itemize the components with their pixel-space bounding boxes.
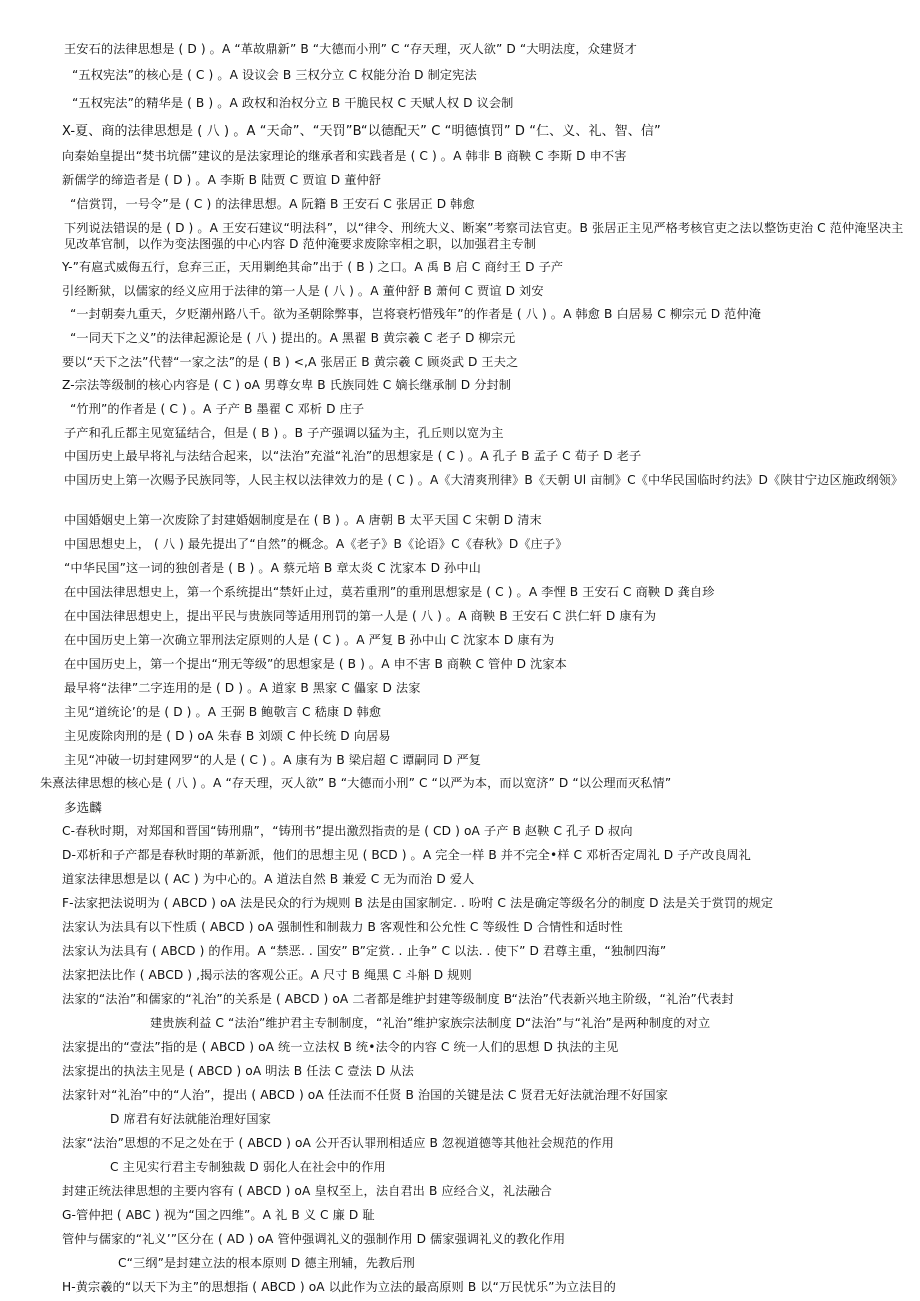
- question-line-21: “中华民国”这一词的独创者是 ( B ) 。A 蔡元培 B 章太炎 C 沈家本 D 孙中山: [64, 561, 481, 575]
- question-line-25: 在中国历史上，第一个提出“刑无等级”的思想家是 ( B ) 。A 申不害 B 商鞅 C 管仲 D 沈家本: [64, 657, 567, 671]
- section-heading-multiple-choice: 多选麟: [64, 800, 102, 815]
- question-line-38-cont: 建贵族利益 C “法治”维护君主专制制度，“礼治”维护家族宗法制度 D“法治”与“礼治”是两种制度的对立: [150, 1016, 711, 1030]
- question-line-36: 法家认为法具有 ( ABCD ) 的作用。A “禁恶. . 国安” B”定赏. . 止争” C 以法. . 使下” D 君尊主重，“独制四海”: [62, 944, 667, 958]
- question-line-18: 中国历史上第一次赐予民族同等，人民主权以法律效力的是 ( C ) 。A《大清爽刑律》B《天朝 Ul 亩制》C《中华民国临时约法》D《陕甘宁边区施政纲领》: [64, 473, 904, 487]
- question-line-27: 主见“道统论’的是 ( D ) 。A 王弼 B 鲍敬言 C 嵇康 D 韩愈: [64, 705, 382, 719]
- question-line-8: 下列说法错误的是 ( D ) 。A 王安石建议“明法科”，以“律令、刑统大义、断案”考察司法官吏。B 张居正主见严格考核官吏之法以整饬吏治 C 范仲淹坚决主见改革官制，以作为变法图强的中心内容 D 范仲淹要求废除宰相之职，以加强君主专制: [64, 221, 904, 251]
- question-line-34: F-法家把法说明为 ( ABCD ) oA 法是民众的行为规则 B 法是由国家制定. . 吩咐 C 法是确定等级名分的制度 D 法是关于赏罚的规定: [62, 896, 774, 910]
- question-line-42-cont: C 主见实行君主专制独裁 D 弱化人在社会中的作用: [110, 1160, 386, 1174]
- question-line-37: 法家把法比作 ( ABCD ) ,揭示法的客观公正。A 尺寸 B 绳黑 C 斗斛 D 规则: [62, 968, 472, 982]
- question-line-5: 向秦始皇提出“焚书坑儒”建议的是法家理论的继承者和实践者是 ( C ) 。A 韩非 B 商鞅 C 李斯 D 申不害: [62, 149, 627, 163]
- question-line-6: 新儒学的缔造者是 ( D ) 。A 李斯 B 陆贾 C 贾谊 D 董仲舒: [62, 173, 382, 187]
- question-line-11: “一封朝奏九重天，夕贬潮州路八千。欲为圣朝除弊事，岂将衰朽惜残年”的作者是 ( 八 ) 。A 韩愈 B 白居易 C 柳宗元 D 范仲淹: [70, 307, 762, 321]
- question-line-23: 在中国法律思想史上，提出平民与贵族同等适用刑罚的第一人是 ( 八 ) 。A 商鞅 B 王安石 C 洪仁轩 D 康有为: [64, 609, 657, 623]
- question-line-29: 主见“冲破一切封建网罗“的人是 ( C ) 。A 康有为 B 梁启超 C 谭嗣同 D 严复: [64, 753, 482, 767]
- question-line-28: 主见废除肉刑的是 ( D ) oA 朱春 B 刘颂 C 仲长统 D 向居易: [64, 729, 391, 743]
- question-line-45: 管仲与儒家的“礼义’”区分在 ( AD ) oA 管仲强调礼义的强制作用 D 儒家强调礼义的教化作用: [62, 1232, 566, 1246]
- question-line-39: 法家提出的“壹法”指的是 ( ABCD ) oA 统一立法权 B 统•法令的内容 C 统一人们的思想 D 执法的主见: [62, 1040, 619, 1054]
- question-line-41-cont: D 席君有好法就能治理好国家: [110, 1112, 271, 1126]
- question-line-26: 最早将“法律”二字连用的是 ( D ) 。A 道家 B 黑家 C 儡家 D 法家: [64, 681, 421, 695]
- question-line-35: 法家认为法具有以下性质 ( ABCD ) oA 强制性和制裁力 B 客观性和公允性 C 等级性 D 合情性和适时性: [62, 920, 623, 934]
- question-line-9: Y-”有扈式威侮五行，怠弃三正，天用剿绝其命”出于 ( B ) 之口。A 禹 B 启 C 商纣王 D 子产: [62, 260, 564, 274]
- question-line-45-cont: C“三纲”是封建立法的根本原则 D 德主刑辅，先教后刑: [118, 1256, 415, 1270]
- question-line-17: 中国历史上最早将礼与法结合起来，以“法治”充溢“礼治”的思想家是 ( C ) 。A 孔子 B 孟子 C 荀子 D 老子: [64, 449, 642, 463]
- question-line-15: “竹刑”的作者是 ( C ) 。A 子产 B 墨翟 C 邓析 D 庄子: [70, 402, 365, 416]
- question-line-10: 引经断狱，以儒家的经义应用于法律的第一人是 ( 八 ) 。A 董仲舒 B 萧何 C 贾谊 D 刘安: [62, 284, 544, 298]
- question-line-38: 法家的“法治”和儒家的“礼治”的关系是 ( ABCD ) oA 二者都是维护封建等级制度 B“法治”代表新兴地主阶级，“礼治”代表封: [62, 992, 734, 1006]
- question-line-12: “一同天下之义”的法律起源论是 ( 八 ) 提出的。A 黑翟 B 黄宗羲 C 老子 D 柳宗元: [70, 331, 516, 345]
- question-line-42: 法家“法治”思想的不足之处在于 ( ABCD ) oA 公开否认罪刑相适应 B 忽视道德等其他社会规范的作用: [62, 1136, 614, 1150]
- question-line-24: 在中国历史上第一次确立罪刑法定原则的人是 ( C ) 。A 严复 B 孙中山 C 沈家本 D 康有为: [64, 633, 555, 647]
- question-line-32: D-邓析和子产都是春秋时期的革新派，他们的思想主见 ( BCD ) 。A 完全一样 B 并不完全•样 C 邓析否定周礼 D 子产改良周礼: [62, 848, 751, 862]
- question-line-4: X-夏、商的法律思想是 ( 八 ) 。A “天命”、“天罚”B“以德配天” C “明德慎罚” D “仁、义、礼、智、信”: [62, 124, 661, 139]
- question-line-33: 道家法律思想是以 ( AC ) 为中心的。A 道法自然 B 兼爱 C 无为而治 D 爱人: [62, 872, 475, 886]
- question-line-46: H-黄宗羲的“以天下为主”的思想指 ( ABCD ) oA 以此作为立法的最高原则 B 以“万民忧乐”为立法目的: [62, 1280, 616, 1294]
- question-line-30: 朱熹法律思想的核心是 ( 八 ) 。A “存天理，灭人欲” B “大德而小刑” C “以严为本，而以宽济” D “以公理而灭私情”: [40, 776, 672, 790]
- question-line-14: Z-宗法等级制的核心内容是 ( C ) oA 男尊女卑 B 氏族同姓 C 嫡长继承制 D 分封制: [62, 378, 512, 392]
- question-line-19: 中国婚姻史上第一次废除了封建婚姻制度是在 ( B ) 。A 唐朝 B 太平天国 C 宋朝 D 清末: [64, 513, 542, 527]
- question-line-41: 法家针对“礼治”中的“人治”，提出 ( ABCD ) oA 任法而不任贤 B 治国的关键是法 C 贤君无好法就治理不好国家: [62, 1088, 668, 1102]
- question-line-44: G-管仲把 ( ABC ) 视为“国之四维”。A 礼 B 义 C 廉 D 耻: [62, 1208, 375, 1222]
- question-line-7: “信赏罚，一号令”是 ( C ) 的法律思想。A 阮籍 B 王安石 C 张居正 D 韩愈: [70, 197, 475, 211]
- question-line-16: 子产和孔丘都主见宽猛结合，但是 ( B ) 。B 子产强调以猛为主，孔丘则以宽为主: [64, 426, 504, 440]
- question-line-43: 封建正统法律思想的主要内容有 ( ABCD ) oA 皇权至上，法自君出 B 应经合义，礼法融合: [62, 1184, 552, 1198]
- question-line-3: “五权宪法”的精华是 ( B ) 。A 政权和治权分立 B 干脆民权 C 天赋人权 D 议会制: [72, 96, 514, 110]
- question-line-1: 王安石的法律思想是 ( D ) 。A “革故鼎新” B “大德而小刑” C “存天理，灭人欲” D “大明法度，众建贤才: [64, 42, 637, 56]
- question-line-31: C-春秋时期，对郑国和晋国“铸刑鼎”，“铸刑书”提出激烈指责的是 ( CD ) oA 子产 B 赵鞅 C 孔子 D 叔向: [62, 824, 633, 838]
- question-line-13: 要以“天下之法”代替“一家之法”的是 ( B ) <,A 张居正 B 黄宗羲 C 顾炎武 D 王夫之: [62, 355, 519, 369]
- question-line-40: 法家提出的执法主见是 ( ABCD ) oA 明法 B 任法 C 壹法 D 从法: [62, 1064, 414, 1078]
- question-line-2: “五权宪法”的核心是 ( C ) 。A 设议会 B 三权分立 C 权能分治 D 制定宪法: [72, 68, 477, 82]
- question-line-22: 在中国法律思想史上，第一个系统提出“禁奸止过，莫若重刑”的重刑思想家是 ( C ) 。A 李悝 B 王安石 C 商鞅 D 龚自珍: [64, 585, 715, 599]
- question-line-20: 中国思想史上， ( 八 ) 最先提出了“自然”的概念。A《老子》B《论语》C《春秋》D《庄子》: [64, 537, 568, 551]
